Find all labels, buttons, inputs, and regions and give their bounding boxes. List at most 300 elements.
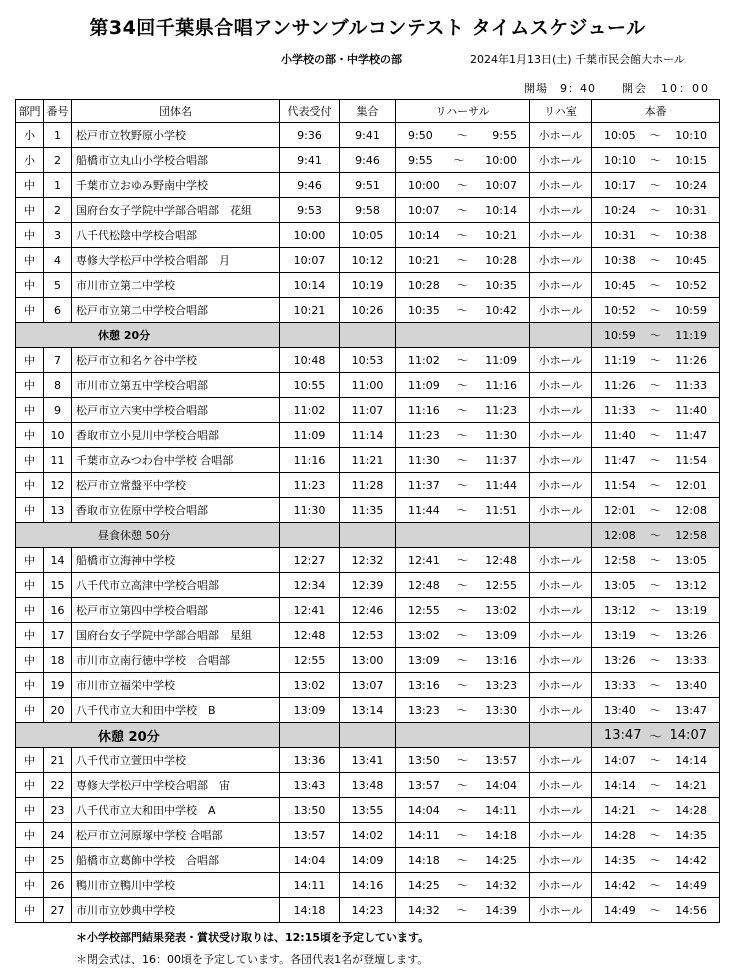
break-performance-time: [592, 323, 720, 348]
group-name-cell: 松戸市立常盤平中学校: [72, 473, 280, 498]
time-end: 13:23: [485, 678, 517, 692]
table-row: [16, 173, 720, 198]
gather-time-cell: 12:32: [340, 548, 396, 573]
reception-time-cell: 12:27: [280, 548, 340, 573]
break-label: 昼食休憩 50分: [16, 523, 280, 548]
performance-time-cell: [592, 248, 720, 273]
gather-time-cell: 12:39: [340, 573, 396, 598]
time-start: 14:49: [604, 903, 636, 917]
performance-time-cell-range: [592, 852, 719, 868]
time-end: 10:28: [485, 253, 517, 267]
time-start: 11:16: [408, 403, 440, 417]
time-end: 13:57: [485, 753, 517, 767]
time-end: 13:09: [485, 628, 517, 642]
performance-time-cell: [592, 823, 720, 848]
number-cell: 13: [44, 498, 72, 523]
break-empty-cell: [396, 323, 530, 348]
time-end: 11:44: [485, 478, 517, 492]
performance-time-cell: [592, 548, 720, 573]
time-end: 13:30: [485, 703, 517, 717]
rehearsal-time-cell-range: [396, 552, 529, 568]
performance-time-cell: [592, 123, 720, 148]
break-performance-time: [592, 723, 720, 748]
performance-time-cell-range: [592, 227, 719, 243]
time-end: 13:33: [675, 653, 707, 667]
gather-time-cell: 10:05: [340, 223, 396, 248]
performance-time-cell-range: [592, 252, 719, 268]
time-end: 11:54: [675, 453, 707, 467]
range-separator: 〜: [457, 654, 468, 667]
time-start: 12:58: [604, 553, 636, 567]
table-row: [16, 273, 720, 298]
gather-time-cell: 13:14: [340, 698, 396, 723]
category-cell: 中: [16, 698, 44, 723]
reception-time-cell: 11:09: [280, 423, 340, 448]
category-cell: 中: [16, 298, 44, 323]
rehearsal-time-cell-range: [396, 702, 529, 718]
gather-time-cell: 14:09: [340, 848, 396, 873]
reception-time-cell: 11:23: [280, 473, 340, 498]
category-cell: 中: [16, 248, 44, 273]
time-end: 13:40: [675, 678, 707, 692]
rehearsal-time-cell: [396, 823, 530, 848]
range-separator: 〜: [457, 129, 468, 142]
time-start: 14:11: [408, 828, 440, 842]
time-start: 14:28: [604, 828, 636, 842]
performance-time-cell-range: [592, 352, 719, 368]
range-separator: 〜: [650, 554, 661, 567]
time-end: 11:19: [675, 328, 707, 342]
break-row: [16, 523, 720, 548]
rehearsal-time-cell-range: [396, 602, 529, 618]
reception-time-cell: 12:34: [280, 573, 340, 598]
time-end: 10:52: [675, 278, 707, 292]
range-separator: 〜: [457, 829, 468, 842]
range-separator: 〜: [457, 204, 468, 217]
time-end: 12:01: [675, 478, 707, 492]
category-cell: 中: [16, 423, 44, 448]
range-separator: 〜: [650, 454, 661, 467]
gather-time-cell: 11:00: [340, 373, 396, 398]
performance-time-cell: [592, 448, 720, 473]
category-cell: 中: [16, 873, 44, 898]
time-end: 13:26: [675, 628, 707, 642]
rehearsal-room-cell: 小ホール: [530, 398, 592, 423]
break-empty-cell: [396, 723, 530, 748]
table-row: [16, 798, 720, 823]
rehearsal-room-cell: 小ホール: [530, 623, 592, 648]
group-name-cell: 松戸市立第四中学校合唱部: [72, 598, 280, 623]
time-start: 9:50: [408, 128, 433, 142]
group-name-cell: 専修大学松戸中学校合唱部 宙: [72, 773, 280, 798]
group-name-cell: 国府台女子学院中学部合唱部 花組: [72, 198, 280, 223]
performance-time-cell: [592, 198, 720, 223]
rehearsal-time-cell: [396, 298, 530, 323]
table-row: [16, 748, 720, 773]
time-end: 14:39: [485, 903, 517, 917]
time-end: 10:07: [485, 178, 517, 192]
rehearsal-time-cell-range: [396, 827, 529, 843]
gather-time-cell: 14:23: [340, 898, 396, 923]
range-separator: 〜: [650, 679, 661, 692]
time-start: 10:14: [408, 228, 440, 242]
number-cell: 23: [44, 798, 72, 823]
reception-time-cell: 9:41: [280, 148, 340, 173]
time-end: 10:59: [675, 303, 707, 317]
group-name-cell: 国府台女子学院中学部合唱部 星組: [72, 623, 280, 648]
category-cell: 中: [16, 748, 44, 773]
time-end: 13:05: [675, 553, 707, 567]
performance-time-cell-range: [592, 827, 719, 843]
time-end: 11:30: [485, 428, 517, 442]
time-end: 14:07: [669, 727, 707, 743]
range-separator: 〜: [650, 579, 661, 592]
doors-open-time: 開場 9：40: [524, 82, 596, 95]
time-start: 10:31: [604, 228, 636, 242]
reception-time-cell: 12:48: [280, 623, 340, 648]
category-cell: 中: [16, 498, 44, 523]
break-row: [16, 723, 720, 748]
group-name-cell: 市川市立南行徳中学校 合唱部: [72, 648, 280, 673]
number-cell: 18: [44, 648, 72, 673]
reception-time-cell: 11:02: [280, 398, 340, 423]
reception-time-cell: 10:48: [280, 348, 340, 373]
time-end: 11:40: [675, 403, 707, 417]
category-cell: 中: [16, 398, 44, 423]
reception-time-cell: 13:36: [280, 748, 340, 773]
performance-time-cell: [592, 623, 720, 648]
group-name-cell: 千葉市立おゆみ野南中学校: [72, 173, 280, 198]
group-name-cell: 市川市立第五中学校合唱部: [72, 373, 280, 398]
range-separator: 〜: [457, 629, 468, 642]
rehearsal-room-cell: 小ホール: [530, 148, 592, 173]
reception-time-cell: 13:09: [280, 698, 340, 723]
reception-time-cell: 9:53: [280, 198, 340, 223]
rehearsal-time-cell: [396, 573, 530, 598]
time-start: 11:26: [604, 378, 636, 392]
table-row: [16, 873, 720, 898]
category-cell: 中: [16, 623, 44, 648]
table-row: [16, 223, 720, 248]
note-closing: ＊閉会式は、16：00頃を予定しています。各団代表1名が登壇します。: [76, 953, 429, 966]
break-empty-cell: [340, 523, 396, 548]
rehearsal-time-cell-range: [396, 877, 529, 893]
rehearsal-time-cell-range: [396, 502, 529, 518]
time-start: 11:40: [604, 428, 636, 442]
range-separator: 〜: [457, 304, 468, 317]
time-start: 13:40: [604, 703, 636, 717]
time-end: 14:25: [485, 853, 517, 867]
table-row: [16, 548, 720, 573]
performance-time-cell: [592, 273, 720, 298]
performance-time-cell-range: [592, 602, 719, 618]
performance-time-cell: [592, 573, 720, 598]
break-performance-time: [592, 523, 720, 548]
performance-time-cell: [592, 848, 720, 873]
group-name-cell: 松戸市立六実中学校合唱部: [72, 398, 280, 423]
range-separator: 〜: [457, 404, 468, 417]
range-separator: 〜: [650, 754, 661, 767]
rehearsal-time-cell: [396, 498, 530, 523]
time-end: 9:55: [492, 128, 517, 142]
reception-time-cell: 10:21: [280, 298, 340, 323]
category-cell: 中: [16, 673, 44, 698]
time-end: 11:26: [675, 353, 707, 367]
time-end: 14:04: [485, 778, 517, 792]
table-row: [16, 298, 720, 323]
category-cell: 中: [16, 373, 44, 398]
category-cell: 中: [16, 548, 44, 573]
group-name-cell: 市川市立第二中学校: [72, 273, 280, 298]
gather-time-cell: 11:28: [340, 473, 396, 498]
range-separator: 〜: [650, 879, 661, 892]
rehearsal-room-cell: 小ホール: [530, 648, 592, 673]
gather-time-cell: 10:26: [340, 298, 396, 323]
time-start: 14:14: [604, 778, 636, 792]
time-start: 14:42: [604, 878, 636, 892]
rehearsal-room-cell: 小ホール: [530, 573, 592, 598]
performance-time-cell-range: [592, 627, 719, 643]
range-separator: 〜: [650, 479, 661, 492]
gather-time-cell: 13:00: [340, 648, 396, 673]
table-row: [16, 898, 720, 923]
number-cell: 25: [44, 848, 72, 873]
table-row: [16, 623, 720, 648]
time-start: 10:10: [604, 153, 636, 167]
performance-time-cell-range: [592, 552, 719, 568]
number-cell: 8: [44, 373, 72, 398]
break-empty-cell: [396, 523, 530, 548]
range-separator: 〜: [650, 129, 661, 142]
break-performance-time-range: [592, 726, 719, 745]
range-separator: 〜: [457, 229, 468, 242]
rehearsal-room-cell: 小ホール: [530, 223, 592, 248]
time-end: 14:28: [675, 803, 707, 817]
performance-time-cell-range: [592, 652, 719, 668]
rehearsal-time-cell-range: [396, 427, 529, 443]
time-start: 12:41: [408, 553, 440, 567]
range-separator: 〜: [650, 529, 661, 542]
time-start: 14:25: [408, 878, 440, 892]
range-separator: 〜: [650, 354, 661, 367]
number-cell: 16: [44, 598, 72, 623]
range-separator: 〜: [457, 704, 468, 717]
break-empty-cell: [530, 523, 592, 548]
performance-time-cell: [592, 698, 720, 723]
rehearsal-time-cell: [396, 623, 530, 648]
performance-time-cell: [592, 373, 720, 398]
gather-time-cell: 9:51: [340, 173, 396, 198]
rehearsal-time-cell: [396, 423, 530, 448]
range-separator: 〜: [457, 279, 468, 292]
category-cell: 中: [16, 173, 44, 198]
time-end: 13:47: [675, 703, 707, 717]
time-start: 13:09: [408, 653, 440, 667]
time-start: 10:45: [604, 278, 636, 292]
table-row: [16, 248, 720, 273]
rehearsal-time-cell: [396, 373, 530, 398]
time-end: 10:45: [675, 253, 707, 267]
rehearsal-room-cell: 小ホール: [530, 798, 592, 823]
range-separator: 〜: [457, 804, 468, 817]
time-end: 10:42: [485, 303, 517, 317]
rehearsal-room-cell: 小ホール: [530, 298, 592, 323]
rehearsal-time-cell-range: [396, 577, 529, 593]
gather-time-cell: 10:19: [340, 273, 396, 298]
break-label: 休憩 20分: [16, 323, 280, 348]
rehearsal-time-cell: [396, 848, 530, 873]
time-end: 11:33: [675, 378, 707, 392]
range-separator: 〜: [457, 904, 468, 917]
performance-time-cell: [592, 223, 720, 248]
time-start: 10:21: [408, 253, 440, 267]
time-start: 13:16: [408, 678, 440, 692]
time-end: 13:12: [675, 578, 707, 592]
time-start: 10:07: [408, 203, 440, 217]
time-start: 12:55: [408, 603, 440, 617]
rehearsal-time-cell: [396, 648, 530, 673]
col-reception: 代表受付: [280, 100, 340, 123]
number-cell: 4: [44, 248, 72, 273]
group-name-cell: 松戸市立牧野原小学校: [72, 123, 280, 148]
range-separator: 〜: [457, 754, 468, 767]
category-cell: 中: [16, 648, 44, 673]
rehearsal-room-cell: 小ホール: [530, 848, 592, 873]
time-start: 11:44: [408, 503, 440, 517]
range-separator: 〜: [650, 904, 661, 917]
time-start: 13:57: [408, 778, 440, 792]
rehearsal-time-cell: [396, 598, 530, 623]
time-start: 11:09: [408, 378, 440, 392]
note-results: ＊小学校部門結果発表・賞状受け取りは、12:15頃を予定しています。: [76, 931, 430, 944]
gather-time-cell: 11:21: [340, 448, 396, 473]
group-name-cell: 市川市立福栄中学校: [72, 673, 280, 698]
time-end: 12:55: [485, 578, 517, 592]
rehearsal-room-cell: 小ホール: [530, 173, 592, 198]
break-empty-cell: [280, 523, 340, 548]
group-name-cell: 松戸市立第二中学校合唱部: [72, 298, 280, 323]
group-name-cell: 八千代市立高津中学校合唱部: [72, 573, 280, 598]
rehearsal-room-cell: 小ホール: [530, 423, 592, 448]
reception-time-cell: 9:36: [280, 123, 340, 148]
performance-time-cell: [592, 673, 720, 698]
range-separator: 〜: [650, 804, 661, 817]
table-row: [16, 823, 720, 848]
time-end: 10:00: [485, 153, 517, 167]
time-end: 13:02: [485, 603, 517, 617]
range-separator: 〜: [650, 604, 661, 617]
range-separator: 〜: [650, 704, 661, 717]
performance-time-cell-range: [592, 877, 719, 893]
time-start: 10:24: [604, 203, 636, 217]
category-cell: 中: [16, 573, 44, 598]
time-start: 14:32: [408, 903, 440, 917]
time-end: 11:09: [485, 353, 517, 367]
time-end: 11:51: [485, 503, 517, 517]
col-group-name: 団体名: [72, 100, 280, 123]
col-rehearsal: リハーサル: [396, 100, 530, 123]
reception-time-cell: 14:04: [280, 848, 340, 873]
reception-time-cell: 11:30: [280, 498, 340, 523]
number-cell: 17: [44, 623, 72, 648]
time-start: 11:54: [604, 478, 636, 492]
rehearsal-room-cell: 小ホール: [530, 873, 592, 898]
break-empty-cell: [530, 323, 592, 348]
gather-time-cell: 14:02: [340, 823, 396, 848]
category-cell: 中: [16, 848, 44, 873]
date-venue: 2024年1月13日(土) 千葉市民会館大ホール: [470, 53, 685, 66]
break-empty-cell: [280, 323, 340, 348]
time-start: 11:19: [604, 353, 636, 367]
time-start: 11:47: [604, 453, 636, 467]
performance-time-cell-range: [592, 477, 719, 493]
time-end: 11:23: [485, 403, 517, 417]
rehearsal-time-cell-range: [396, 777, 529, 793]
range-separator: 〜: [650, 279, 661, 292]
rehearsal-time-cell: [396, 273, 530, 298]
rehearsal-time-cell: [396, 448, 530, 473]
category-cell: 中: [16, 598, 44, 623]
rehearsal-room-cell: 小ホール: [530, 448, 592, 473]
performance-time-cell: [592, 473, 720, 498]
category-cell: 中: [16, 198, 44, 223]
range-separator: 〜: [650, 379, 661, 392]
group-name-cell: 船橋市立葛飾中学校 合唱部: [72, 848, 280, 873]
time-start: 9:55: [408, 153, 433, 167]
rehearsal-time-cell: [396, 148, 530, 173]
number-cell: 26: [44, 873, 72, 898]
gather-time-cell: 10:12: [340, 248, 396, 273]
time-start: 10:59: [604, 328, 636, 342]
break-performance-time-range: [592, 327, 719, 343]
performance-time-cell-range: [592, 777, 719, 793]
performance-time-cell: [592, 898, 720, 923]
reception-time-cell: 10:55: [280, 373, 340, 398]
table-row: [16, 198, 720, 223]
table-row: [16, 498, 720, 523]
rehearsal-time-cell-range: [396, 227, 529, 243]
time-end: 14:56: [675, 903, 707, 917]
time-end: 10:24: [675, 178, 707, 192]
range-separator: 〜: [650, 829, 661, 842]
col-rehearsal-room: リハ室: [530, 100, 592, 123]
time-start: 11:02: [408, 353, 440, 367]
rehearsal-time-cell-range: [396, 477, 529, 493]
number-cell: 2: [44, 198, 72, 223]
number-cell: 1: [44, 173, 72, 198]
break-empty-cell: [280, 723, 340, 748]
rehearsal-room-cell: 小ホール: [530, 373, 592, 398]
gather-time-cell: 13:55: [340, 798, 396, 823]
time-start: 14:21: [604, 803, 636, 817]
time-end: 14:49: [675, 878, 707, 892]
range-separator: 〜: [457, 179, 468, 192]
time-start: 11:37: [408, 478, 440, 492]
range-separator: 〜: [650, 404, 661, 417]
time-start: 13:26: [604, 653, 636, 667]
performance-time-cell: [592, 773, 720, 798]
performance-time-cell-range: [592, 152, 719, 168]
range-separator: 〜: [650, 779, 661, 792]
number-cell: 11: [44, 448, 72, 473]
performance-time-cell-range: [592, 377, 719, 393]
time-end: 14:35: [675, 828, 707, 842]
range-separator: 〜: [457, 379, 468, 392]
break-empty-cell: [340, 723, 396, 748]
gather-time-cell: 11:07: [340, 398, 396, 423]
range-separator: 〜: [457, 604, 468, 617]
performance-time-cell-range: [592, 202, 719, 218]
